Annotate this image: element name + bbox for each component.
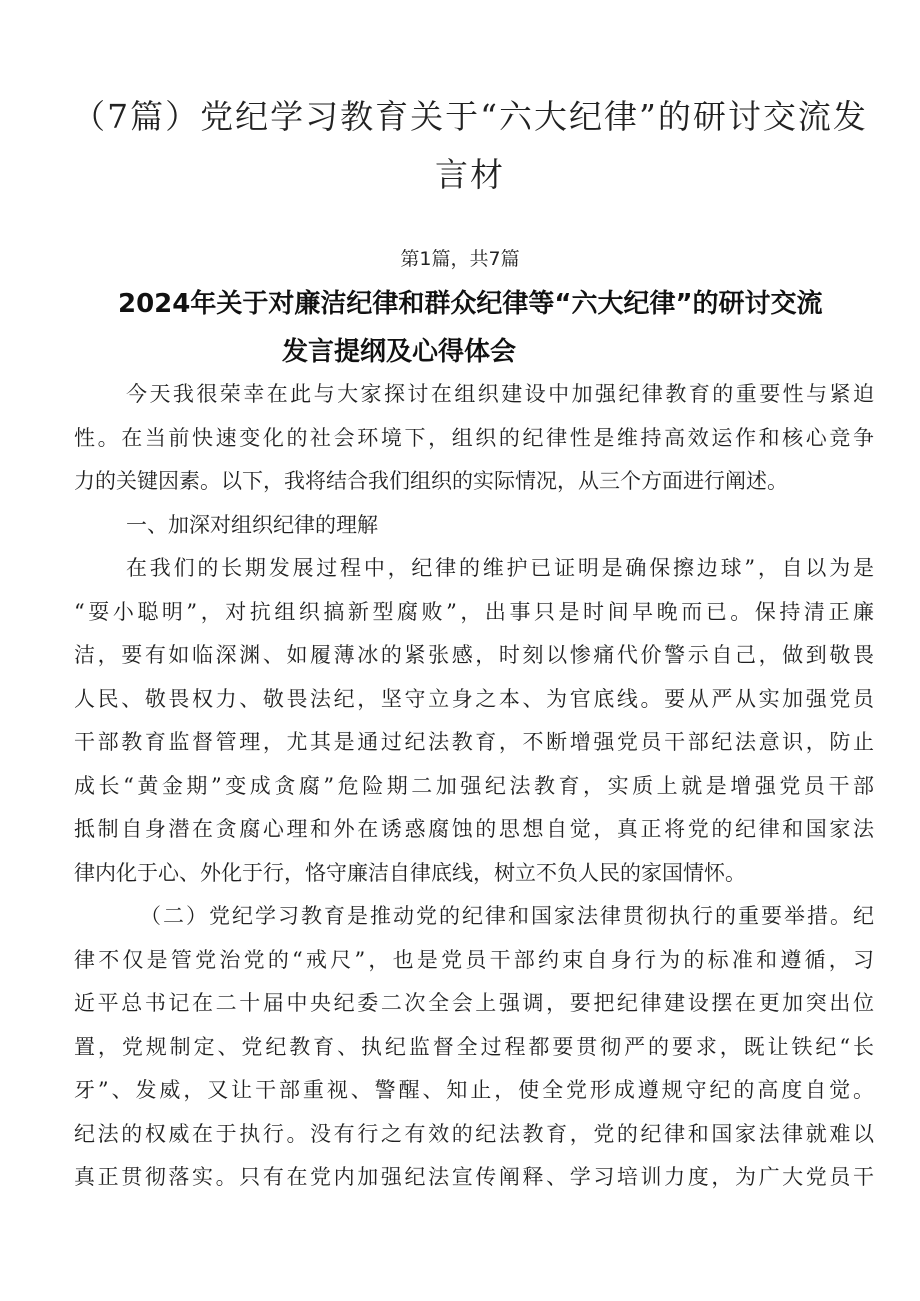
body-line: 在我们的长期发展过程中，纪律的维护已证明是确保擦边球”，自以为是 bbox=[126, 556, 874, 580]
body-line: 今天我很荣幸在此与大家探讨在组织建设中加强纪律教育的重要性与紧迫 bbox=[126, 382, 874, 406]
body-line: 洁，要有如临深渊、如履薄冰的紧张感，时刻以惨痛代价警示自己，做到敬畏 bbox=[74, 643, 874, 667]
part-label: 第1篇，共7篇 bbox=[400, 248, 520, 270]
section-heading: 一、加深对组织纪律的理解 bbox=[126, 512, 378, 537]
body-line: 干部教育监督管理，尤其是通过纪法教育，不断增强党员干部纪法意识，防止 bbox=[74, 730, 874, 754]
body-line: 成长“黄金期”变成贪腐”危险期二加强纪法教育，实质上就是增强党员干部 bbox=[74, 773, 874, 798]
article-title-line-2: 发言提纲及心得体会 bbox=[282, 337, 517, 367]
body-line: “耍小聪明”，对抗组织搞新型腐败”，出事只是时间早晚而已。保持清正廉 bbox=[74, 599, 874, 624]
body-line: 真正贯彻落实。只有在党内加强纪法宣传阐释、学习培训力度，为广大党员干 bbox=[74, 1165, 874, 1189]
body-line: 近平总书记在二十届中央纪委二次全会上强调，要把纪律建设摆在更加突出位 bbox=[74, 991, 874, 1015]
body-line: 力的关键因素。以下，我将结合我们组织的实际情况，从三个方面进行阐述。 bbox=[74, 469, 788, 493]
article-title-line-1: 2024年关于对廉洁纪律和群众纪律等“六大纪律”的研讨交流 bbox=[118, 289, 823, 319]
body-line: 律不仅是管党治党的“戒尺”，也是党员干部约束自身行为的标准和遵循，习 bbox=[74, 947, 874, 972]
body-line: 人民、敬畏权力、敬畏法纪，坚守立身之本、为官底线。要从严从实加强党员 bbox=[74, 686, 874, 711]
body-line: （二）党纪学习教育是推动党的纪律和国家法律贯彻执行的重要举措。纪 bbox=[140, 904, 874, 928]
body-line: 牙”、发威，又让干部重视、警醒、知止，使全党形成遵规守纪的高度自觉。 bbox=[74, 1078, 874, 1102]
article-title bbox=[118, 280, 878, 376]
body-line: 律内化于心、外化于行，恪守廉洁自律底线，树立不负人民的家国情怀。 bbox=[74, 860, 746, 885]
document-title bbox=[60, 88, 880, 204]
document-title-line-1: （7篇）党纪学习教育关于“六大纪律”的研讨交流发 bbox=[72, 97, 868, 136]
body-line: 抵制自身潜在贪腐心理和外在诱惑腐蚀的思想自觉，真正将党的纪律和国家法 bbox=[74, 817, 874, 841]
document-title-line-2: 言材 bbox=[435, 155, 505, 194]
body-line: 性。在当前快速变化的社会环境下，组织的纪律性是维持高效运作和核心竞争 bbox=[74, 425, 874, 450]
body-line: 置，党规制定、党纪教育、执纪监督全过程都要贯彻严的要求，既让铁纪“长 bbox=[74, 1034, 874, 1059]
article-body bbox=[74, 373, 874, 1200]
body-line: 纪法的权威在于执行。没有行之有效的纪法教育，党的纪律和国家法律就难以 bbox=[74, 1121, 874, 1146]
